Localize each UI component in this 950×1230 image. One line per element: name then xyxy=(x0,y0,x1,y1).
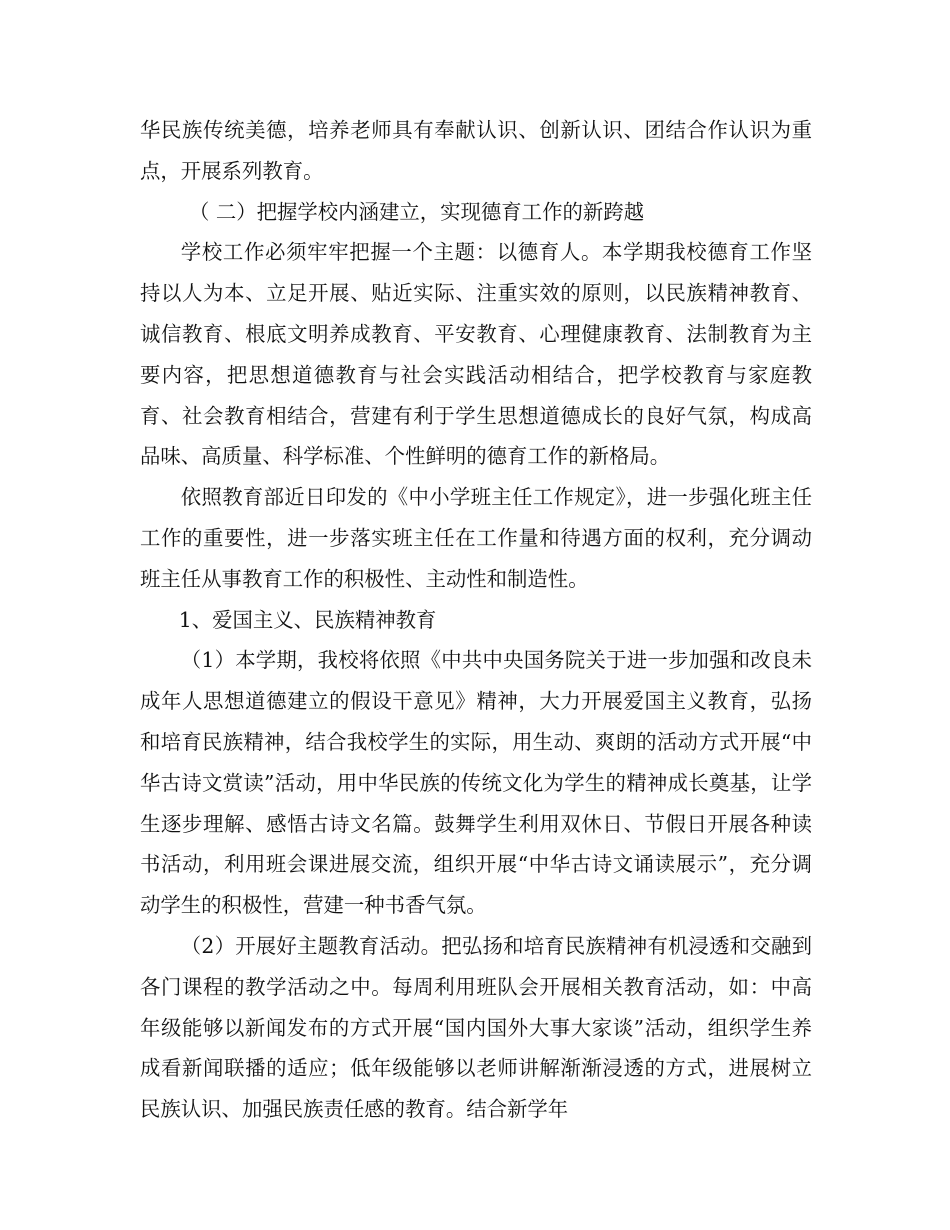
section-heading: （ 二）把握学校内涵建立，实现德育工作的新跨越 xyxy=(188,199,645,224)
paragraph-continuation: 华民族传统美德，培养老师具有奉献认识、创新认识、团结合作认识为重点，开展系列教育。 xyxy=(140,118,812,183)
paragraph: （2）开展好主题教育活动。把弘扬和培育民族精神有机浸透和交融到各门课程的教学活动之中。每周利用班队会开展相关教育活动，如：中高年级能够以新闻发布的方式开展“国内国外大事大家谈”活动，组织学生养成看新闻联播的适应；低年级能够以老师讲解渐渐浸透的方式，进展树立民族认识、加强民族责任感的教育。结合新学年 xyxy=(140,933,812,1122)
paragraph: （1）本学期，我校将依照《中共中央国务院关于进一步加强和改良未成年人思想道德建立的假设干意见》精神，大力开展爱国主义教育，弘扬和培育民族精神，结合我校学生的实际，用生动、爽朗的活动方式开展“中华古诗文赏读”活动，用中华民族的传统文化为学生的精神成长奠基，让学生逐步理解、感悟古诗文名篇。鼓舞学生利用双休日、节假日开展各种读书活动，利用班会课进展交流，组织开展“中华古诗文诵读展示”，充分调动学生的积极性，营建一种书香气氛。 xyxy=(140,648,812,918)
paragraph: 依照教育部近日印发的《中小学班主任工作规定》，进一步强化班主任工作的重要性，进一步落实班主任在工作量和待遇方面的权利，充分调动班主任从事教育工作的积极性、主动性和制造性。 xyxy=(140,485,812,591)
subsection-heading: 1、爱国主义、民族精神教育 xyxy=(178,607,437,632)
document-body xyxy=(140,110,812,1130)
paragraph: 学校工作必须牢牢把握一个主题：以德育人。本学期我校德育工作坚持以人为本、立足开展、贴近实际、注重实效的原则，以民族精神教育、诚信教育、根底文明养成教育、平安教育、心理健康教育、法制教育为主要内容，把思想道德教育与社会实践活动相结合，把学校教育与家庭教育、社会教育相结合，营建有利于学生思想道德成长的良好气氛，构成高品味、高质量、科学标准、个性鲜明的德育工作的新格局。 xyxy=(140,240,812,469)
